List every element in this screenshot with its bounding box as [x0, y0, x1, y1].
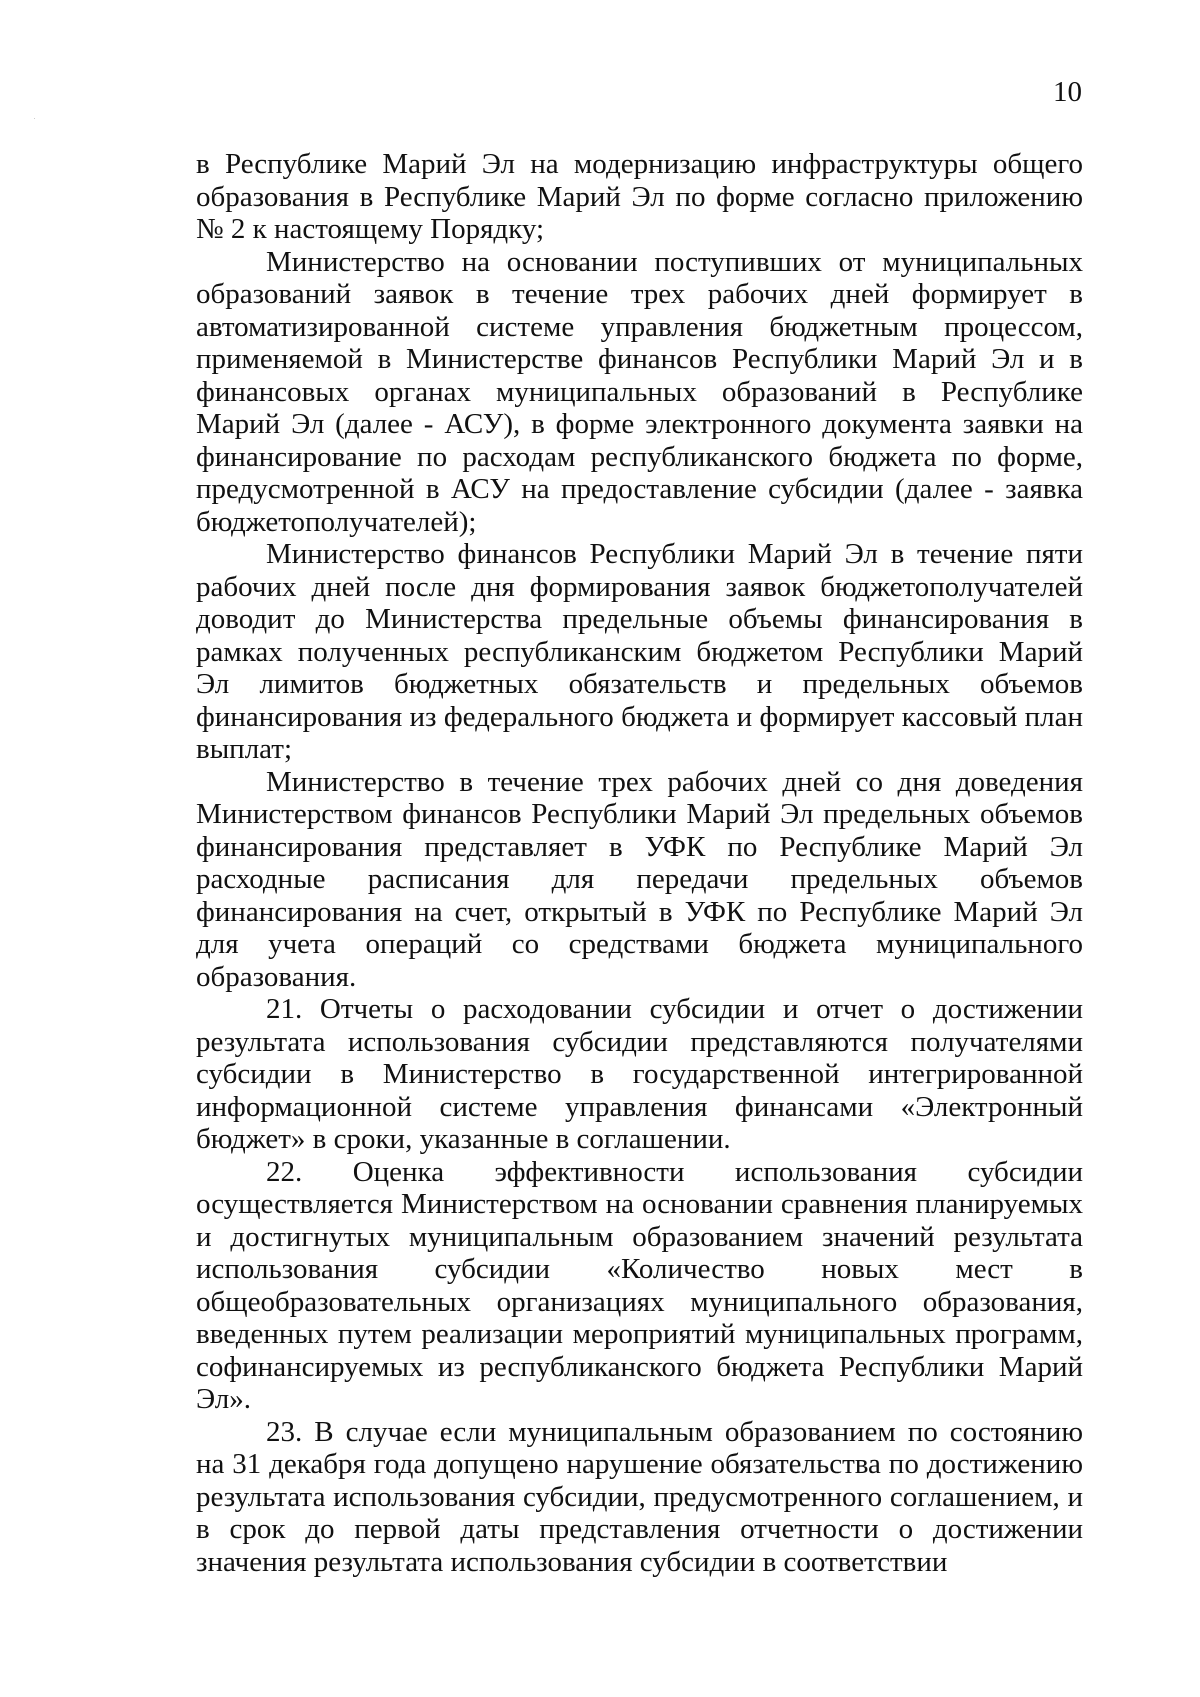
paragraph-item-21-reports: 21. Отчеты о расходовании субсидии и отчет о достижении результата использования субсидии представляются получателями субсидии в Министерство в государственной интегрированной информационной системе управления финансами «Электронный бюджет» в сроки, указанные в соглашении. — [196, 993, 1083, 1155]
paragraph-ministry-finance-limits: Министерство финансов Республики Марий Эл в течение пяти рабочих дней после дня формирования заявок бюджетополучателей доводит до Министерства предельные объемы финансирования в рамках полученных республиканским бюджетом Республики Марий Эл лимитов бюджетных обязательств и предельных объемов финансирования из федерального бюджета и формирует кассовый план выплат; — [196, 538, 1083, 765]
paragraph-ministry-expense-schedules: Министерство в течение трех рабочих дней со дня доведения Министерством финансов Республики Марий Эл предельных объемов финансирования представляет в УФК по Республике Марий Эл расходные расписания для передачи предельных объемов финансирования на счет, открытый в УФК по Республике Марий Эл для учета операций со средствами бюджета муниципального образования. — [196, 765, 1083, 993]
paragraph-item-23-violation: 23. В случае если муниципальным образованием по состоянию на 31 декабря года допущено нарушение обязательства по достижению результата использования субсидии, предусмотренного соглашением, и в срок до первой даты представления отчетности о достижении значения результата использования субсидии в соответствии — [196, 1415, 1083, 1578]
paragraph-item-22-efficiency: 22. Оценка эффективности использования субсидии осуществляется Министерством на основании сравнения планируемых и достигнутых муниципальным образованием значений результата использования субсидии «Количество новых мест в общеобразовательных организациях муниципального образования, введенных путем реализации мероприятий муниципальных программ, софинансируемых из республиканского бюджета Республики Марий Эл». — [196, 1155, 1083, 1415]
document-body — [196, 148, 1083, 1578]
paragraph-continuation: в Республике Марий Эл на модернизацию инфраструктуры общего образования в Республике Марий Эл по форме согласно приложению № 2 к настоящему Порядку; — [196, 148, 1083, 245]
paragraph-ministry-applications: Министерство на основании поступивших от муниципальных образований заявок в течение трех рабочих дней формирует в автоматизированной системе управления бюджетным процессом, применяемой в Министерстве финансов Республики Марий Эл и в финансовых органах муниципальных образований в Республике Марий Эл (далее - АСУ), в форме электронного документа заявки на финансирование по расходам республиканского бюджета по форме, предусмотренной в АСУ на предоставление субсидии (далее - заявка бюджетополучателей); — [196, 245, 1083, 538]
page-number: 10 — [1053, 76, 1082, 108]
scan-dot — [34, 118, 35, 119]
